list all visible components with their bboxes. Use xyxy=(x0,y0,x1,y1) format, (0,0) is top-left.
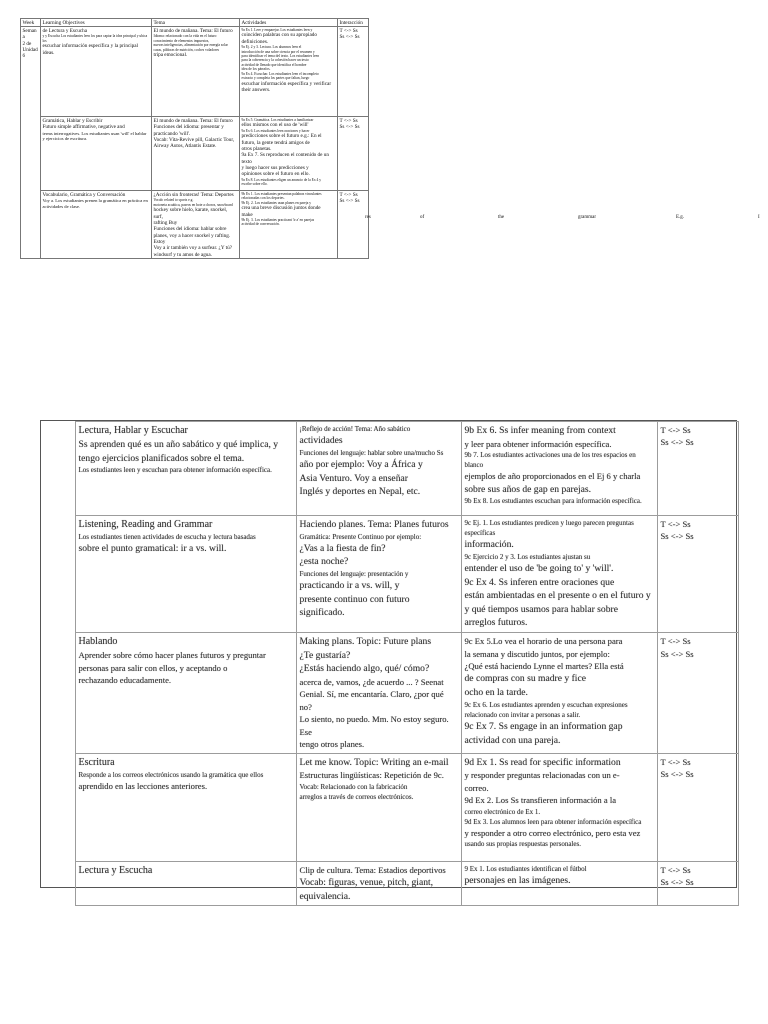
header-tema: Tema xyxy=(152,19,240,27)
objectives-cell: Listening, Reading and Grammar Los estudiantes tienen actividades de escucha y lectura basadas sobre el punto gramatical: ir a vs. will. xyxy=(75,516,296,633)
interaccion-cell: T <-> Ss Ss <-> Ss xyxy=(338,27,369,117)
header-interaccion: Interacción xyxy=(338,19,369,27)
table-header-row xyxy=(21,19,369,27)
actividades-cell: 9b Ex 6. Ss infer meaning from context y leer para obtener información específica. 9b 7. Los estudiantes activaciones una de los tres espacios en blanco ejemplos de año proporcionados en el Ej 6 y charla sobre sus años de gap en parejas. 9b Ex 8. Los estudiantes escuchan para información específica. xyxy=(461,422,657,516)
tema-cell: ¡Reflejo de acción! Tema: Año sabático actividades Funciones del lenguaje: hablar sobre una/mucho Ss año por ejemplo: Voy a África y Asia Venturo. Voy a enseñar Inglés y deportes en Nepal, etc. xyxy=(296,422,461,516)
objectives-cell: de Lectura y Escucha y y Escucha Los estudiantes leen los para captar la idea principal y ubica los escuchar información específica y la principal ideas. xyxy=(41,27,152,117)
week-column xyxy=(41,422,75,906)
table-row xyxy=(41,861,738,906)
stray-word: of xyxy=(420,215,425,220)
tema-cell: Haciendo planes. Tema: Planes futuros Gramática: Presente Continuo por ejemplo: ¿Vas a la fiesta de fin? ¿esta noche? Funciones del lenguaje: presentación y practicando ir a vs. will, y presente continuo con futuro significado. xyxy=(296,516,461,633)
lesson-plan-table xyxy=(41,421,739,906)
lesson-plan-table-zoomed xyxy=(40,420,737,902)
table-row xyxy=(41,422,738,516)
actividades-cell: 9b Ex 1. Los estudiantes presentan palabras vinculantes relacionadas con los deportes. 9b Ej. 2. Los estudiantes usan planes en pareja y crea una breve discusión juntos donde make 9b Ej. 3. Los estudiantes practicant 'ir a' en parejas actividad de conversación. xyxy=(240,191,338,259)
header-actividades: Actividades xyxy=(240,19,338,27)
interaccion-cell: T <-> Ss Ss <-> Ss xyxy=(657,753,738,861)
tema-cell: El mundo de mañana. Tema: El futuro Idioma: relacionado con la vida en el futuro conocimiento de elementos impuestos, nuevas inteligencias, alimentación por energía solar casas, pildoras de nutrición, coches voladores tripa emocional. xyxy=(152,27,240,117)
stray-word: grammar xyxy=(578,215,597,220)
tema-cell: ¿Acción sin fronteras! Tema: Deportes Vocab: related to sports e.g. motoneta acuática, paseos en bote a choros, snowboard hockey sobre hielo, karate, snorkel, surf, rafting Buy Funciones del idioma: hablar sobre planes, voy a hacer snorkel y rafting. Estoy Voy a ir también voy a surfear. ¿Y tú? windsurf y tu amos de agua. xyxy=(152,191,240,259)
table-row xyxy=(41,633,738,754)
stray-word: res xyxy=(365,215,371,220)
interaccion-cell: T <-> Ss Ss <-> Ss xyxy=(657,633,738,754)
objectives-cell: Lectura, Hablar y Escuchar Ss aprenden qué es un año sabático y qué implica, y tengo ejercicios planificados sobre el tema. Los estudiantes leen y escuchan para obtener información específica. xyxy=(75,422,296,516)
interaccion-cell: T <-> Ss Ss <-> Ss xyxy=(657,861,738,906)
week-cell: Semana 2 de Unidad 6 xyxy=(21,27,41,259)
actividades-cell: 9a Ex 5. Gramática. Los estudiantes a familiarizar ellos mismos con el uso de 'will' 9a Ex 6. Los estudiantes leen oraciones y hacer predicciones sobre el futuro e.g.: En el futuro, la gente tendrá amigos de otros planetas. 9a Ex 7. Ss reproducen el contenido de un texto y luego hacer sus predicciones y opiniones sobre el futuro en ello. 9a Ex 8. Los estudiantes eligen un anuncio de la Ex 4 y escribe sobre ello. xyxy=(240,117,338,191)
stray-word: E.g. xyxy=(676,215,685,220)
interaccion-cell: T <-> Ss Ss <-> Ss xyxy=(338,117,369,191)
actividades-cell: 9c Ex 5.Lo vea el horario de una persona para la semana y discutido juntos, por ejemplo: ¿Qué está haciendo Lynne el martes? Ella está de compras con su madre y fice ocho en la tarde. 9c Ex 6. Los estudiantes aprenden y escuchan expresiones relacionado con invitar a personas a salir. 9c Ex 7. Ss engage in an information gap actividad con una pareja. xyxy=(461,633,657,754)
table-row xyxy=(21,117,369,191)
objectives-cell: Vocabulario, Gramática y Conversación Voy a. Los estudiantes prenen la gramática en práctica en actividades de clase. xyxy=(41,191,152,259)
tema-cell: Let me know. Topic: Writing an e-mail Estructuras lingüísticas: Repetición de 9c. Vocab: Relacionado con la fabricación arreglos a través de correos electrónicos. xyxy=(296,753,461,861)
objectives-cell: Lectura y Escucha xyxy=(75,861,296,906)
actividades-cell: 9 Ex 1. Los estudiantes identifican el fútbol personajes en las imágenes. xyxy=(461,861,657,906)
actividades-cell: 9d Ex 1. Ss read for specific information y responder preguntas relacionadas con un e- correo. 9d Ex 2. Los Ss transfieren información a la correo electrónico de Ex 1. 9d Ex 3. Los alumnos leen para obtener información específica y responder a otro correo electrónico, pero esta vez usando sus propias respuestas personales. xyxy=(461,753,657,861)
table-row xyxy=(41,516,738,633)
stray-word: I xyxy=(758,215,760,220)
objectives-cell: Escritura Responde a los correos electrónicos usando la gramática que ellos aprendido en las lecciones anteriores. xyxy=(75,753,296,861)
header-objectives: Learning Objectives xyxy=(41,19,152,27)
table-row xyxy=(21,191,369,259)
interaccion-cell: T <-> Ss Ss <-> Ss xyxy=(338,191,369,259)
tema-cell: Making plans. Topic: Future plans ¿Te gustaría? ¿Estás haciendo algo, qué/ cómo? acerca de, vamos, ¿de acuerdo ... ? Seenat Genial. Sí, me encantaría. Claro, ¿por qué no? Lo siento, no puedo. Mm. No estoy seguro. Ese tengo otros planes. xyxy=(296,633,461,754)
table-row xyxy=(41,753,738,861)
lesson-plan-table-top xyxy=(20,18,369,259)
actividades-cell: 9a Ex 1. Leer y emparejar. Los estudiantes leen y coinciden palabras con su apropiado definiciones. 9a Ej. 2 y 3. Lectura. Los alumnos leen el introducción de una sobre ciencia por el resumen y para identificar el tema del texto. Los estudiantes leen para la coherencia y la cohesión hacer un texto actividad de llenado que identifica el hombre idea de los párrafos. 9a Ex 4. Escuchar. Los estudiantes leen el incompleto extracto y completa los partes que faltan, luego escuchar información específica y verificar their answers. xyxy=(240,27,338,117)
tema-cell: Clip de cultura. Tema: Estadios deportivos Vocab: figuras, venue, pitch, giant, equivalencia. xyxy=(296,861,461,906)
objectives-cell: Gramática, Hablar y Escribir Futuro simple affirmative, negative and terms interrogatives. Los estudiantes usan 'will' el hablar y ejercicios de escritura. xyxy=(41,117,152,191)
interaccion-cell: T <-> Ss Ss <-> Ss xyxy=(657,516,738,633)
stray-word: the xyxy=(498,215,505,220)
tema-cell: El mundo de mañana. Tema: El futuro Funciones del idioma: presentar y practicando 'will'. Vocab: Vita-Revive pill, Galactic Tour, Airway Autos, Atlantis Estate. xyxy=(152,117,240,191)
actividades-cell: 9c Ej. 1. Los estudiantes predicen y luego parecen preguntas específicas información. 9c Ejercicio 2 y 3. Los estudiantes ajustan su entender el uso de 'be going to' y 'will'. 9c Ex 4. Ss inferen entre oraciones que están ambientadas en el presente o en el futuro y y qué tiempos usamos para hablar sobre arreglos futuros. xyxy=(461,516,657,633)
interaccion-cell: T <-> Ss Ss <-> Ss xyxy=(657,422,738,516)
objectives-cell: Hablando Aprender sobre cómo hacer planes futuros y preguntar personas para salir con ellos, y aceptando o rechazando educadamente. xyxy=(75,633,296,754)
table-row xyxy=(21,27,369,117)
header-week: Week xyxy=(21,19,41,27)
